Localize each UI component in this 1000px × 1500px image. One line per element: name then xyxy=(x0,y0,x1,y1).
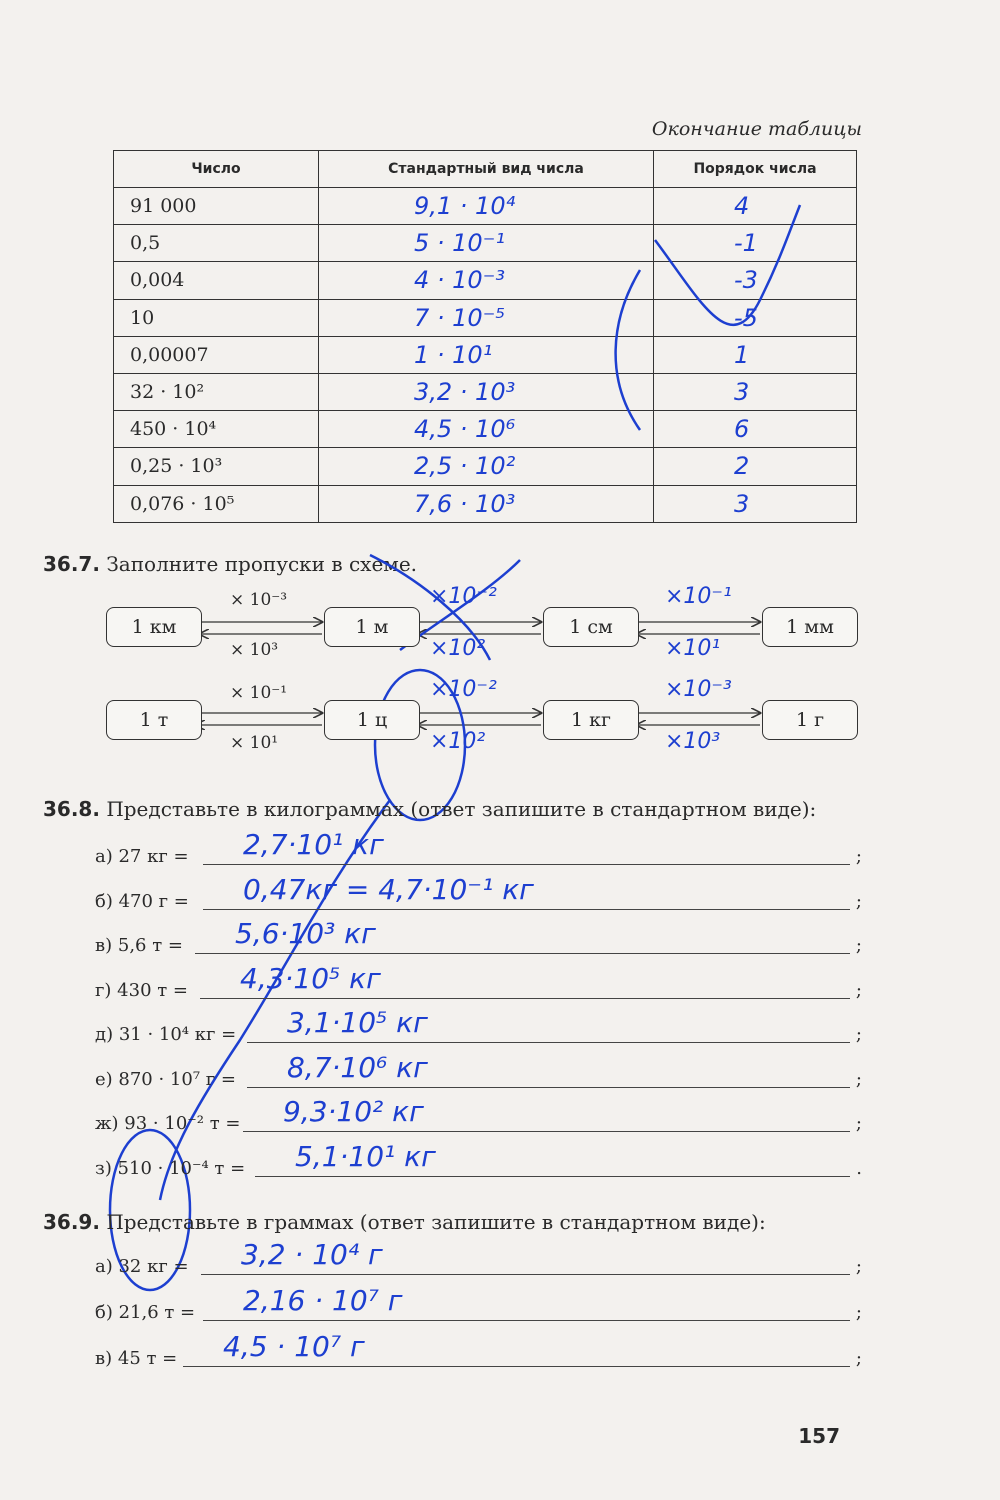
item-end: ; xyxy=(855,890,862,912)
factor-label-bottom: × 10³ xyxy=(230,640,279,660)
answer-row xyxy=(95,1330,862,1369)
answer-line xyxy=(195,953,850,954)
cell-standard: 2,5 · 10² xyxy=(319,448,654,485)
answer-text[interactable]: 4,3·10⁵ кг xyxy=(240,961,381,995)
cell-order: -5 xyxy=(654,299,857,336)
factor-label-top: ×10⁻³ xyxy=(665,677,732,702)
cell-standard: 4,5 · 10⁶ xyxy=(319,411,654,448)
answer-row xyxy=(95,1050,862,1090)
item-end: ; xyxy=(855,935,862,956)
task-text: Представьте в граммах (ответ запишите в стандартном виде): xyxy=(106,1210,766,1234)
answer-text[interactable]: 5,6·10³ кг xyxy=(235,917,376,950)
cell-number: 0,5 xyxy=(114,225,319,262)
unit-box: 1 г xyxy=(762,700,858,740)
cell-number: 0,00007 xyxy=(114,336,319,373)
answer-line xyxy=(201,1274,850,1275)
task-36-9 xyxy=(43,1210,766,1234)
cell-number: 450 · 10⁴ xyxy=(114,411,319,448)
task-number: 36.8. xyxy=(43,797,100,821)
answer-text[interactable]: 9,3·10² кг xyxy=(283,1095,424,1128)
cell-order: 4 xyxy=(654,188,857,225)
task-number: 36.7. xyxy=(43,552,100,576)
unit-box: 1 кг xyxy=(543,700,639,740)
answer-row xyxy=(95,1006,862,1045)
item-end: ; xyxy=(855,1302,862,1323)
answer-text[interactable]: 2,16 · 10⁷ г xyxy=(243,1284,403,1317)
cell-standard: 7 · 10⁻⁵ xyxy=(319,299,654,336)
answer-line xyxy=(203,909,850,910)
factor-label-top: × 10⁻³ xyxy=(230,590,288,610)
cell-order: 2 xyxy=(654,448,857,485)
factor-label-top: × 10⁻¹ xyxy=(230,683,288,703)
header-order: Порядок числа xyxy=(654,151,857,188)
unit-box: 1 см xyxy=(543,607,639,647)
cell-number: 0,25 · 10³ xyxy=(114,448,319,485)
unit-box: 1 м xyxy=(324,607,420,647)
answer-row xyxy=(95,1095,862,1134)
answer-line xyxy=(247,1042,850,1043)
factor-label-top: ×10⁻¹ xyxy=(665,584,732,609)
answer-row xyxy=(95,1238,862,1277)
item-label: в) 45 т = xyxy=(95,1348,178,1369)
answer-line xyxy=(243,1131,850,1132)
answer-line xyxy=(255,1176,850,1177)
answer-row xyxy=(95,1139,862,1179)
answer-row xyxy=(95,917,862,956)
cell-number: 91 000 xyxy=(114,188,319,225)
factor-label-bottom: ×10¹ xyxy=(665,636,721,661)
header-number: Число xyxy=(114,151,319,188)
task-text: Представьте в килограммах (ответ запишите в стандартном виде): xyxy=(106,797,817,821)
factor-label-bottom: ×10² xyxy=(430,636,486,661)
factor-label-bottom: × 10¹ xyxy=(230,733,279,753)
item-end: ; xyxy=(855,846,862,867)
item-end: ; xyxy=(855,979,862,1001)
answer-text[interactable]: 3,1·10⁵ кг xyxy=(287,1006,428,1039)
unit-box: 1 км xyxy=(106,607,202,647)
item-label: а) 27 кг = xyxy=(95,846,189,867)
cell-standard: 5 · 10⁻¹ xyxy=(319,225,654,262)
factor-label-top: ×10⁻² xyxy=(430,584,497,609)
answer-text[interactable]: 3,2 · 10⁴ г xyxy=(241,1238,383,1271)
cell-number: 0,076 · 10⁵ xyxy=(114,485,319,522)
answer-row xyxy=(95,828,862,867)
cell-order: -1 xyxy=(654,225,857,262)
cell-standard: 3,2 · 10³ xyxy=(319,373,654,410)
answer-text[interactable]: 4,5 · 10⁷ г xyxy=(223,1330,365,1363)
unit-box: 1 т xyxy=(106,700,202,740)
cell-order: -3 xyxy=(654,262,857,299)
cell-standard: 1 · 10¹ xyxy=(319,336,654,373)
cell-standard: 4 · 10⁻³ xyxy=(319,262,654,299)
answer-text[interactable]: 2,7·10¹ кг xyxy=(243,828,384,861)
cell-number: 32 · 10² xyxy=(114,373,319,410)
item-end: ; xyxy=(855,1113,862,1134)
item-label: б) 21,6 т = xyxy=(95,1302,196,1323)
answer-text[interactable]: 8,7·10⁶ кг xyxy=(287,1050,428,1084)
cell-order: 3 xyxy=(654,485,857,522)
answer-row xyxy=(95,1284,862,1323)
item-end: ; xyxy=(855,1068,862,1090)
task-36-8 xyxy=(43,797,816,821)
item-label: г) 430 т = xyxy=(95,979,189,1001)
answer-line xyxy=(203,1320,850,1321)
item-end: ; xyxy=(855,1348,862,1369)
task-text: Заполните пропуски в схеме. xyxy=(106,552,418,576)
cell-order: 6 xyxy=(654,411,857,448)
cell-standard: 9,1 · 10⁴ xyxy=(319,188,654,225)
item-end: . xyxy=(856,1157,862,1179)
unit-box: 1 ц xyxy=(324,700,420,740)
answer-text[interactable]: 5,1·10¹ кг xyxy=(295,1139,436,1173)
factor-label-top: ×10⁻² xyxy=(430,677,497,702)
item-label: ж) 93 · 10⁻² т = xyxy=(95,1113,241,1134)
factor-label-bottom: ×10³ xyxy=(665,729,721,754)
item-label: в) 5,6 т = xyxy=(95,935,183,956)
unit-box: 1 мм xyxy=(762,607,858,647)
answer-line xyxy=(203,864,850,865)
item-label: а) 32 кг = xyxy=(95,1256,189,1277)
cell-number: 0,004 xyxy=(114,262,319,299)
factor-label-bottom: ×10² xyxy=(430,729,486,754)
cell-standard: 7,6 · 10³ xyxy=(319,485,654,522)
item-label: е) 870 · 10⁷ г = xyxy=(95,1068,236,1090)
item-label: б) 470 г = xyxy=(95,890,189,912)
page-number: 157 xyxy=(798,1424,840,1448)
answer-row xyxy=(95,961,862,1001)
answer-row xyxy=(95,872,862,912)
answer-line xyxy=(200,998,850,999)
answer-text[interactable]: 0,47кг = 4,7·10⁻¹ кг xyxy=(243,872,534,906)
task-number: 36.9. xyxy=(43,1210,100,1234)
item-end: ; xyxy=(855,1024,862,1045)
item-label: д) 31 · 10⁴ кг = xyxy=(95,1024,237,1045)
cell-order: 1 xyxy=(654,336,857,373)
answer-line xyxy=(247,1087,850,1088)
table-caption: Окончание таблицы xyxy=(651,118,862,140)
item-label: з) 510 · 10⁻⁴ т = xyxy=(95,1157,246,1179)
cell-number: 10 xyxy=(114,299,319,336)
header-standard: Стандартный вид числа xyxy=(319,151,654,188)
item-end: ; xyxy=(855,1256,862,1277)
answer-line xyxy=(183,1366,850,1367)
cell-order: 3 xyxy=(654,373,857,410)
